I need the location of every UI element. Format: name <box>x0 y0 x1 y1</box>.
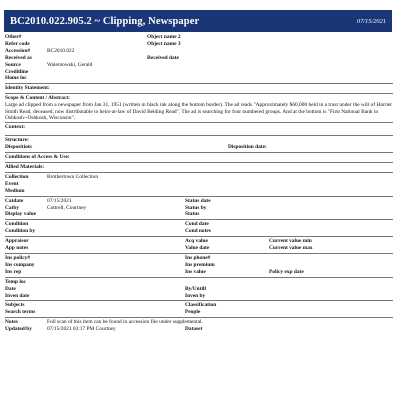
display-value-label: Display value <box>5 211 37 218</box>
identity-statement-label: Identity Statement: <box>5 85 50 92</box>
divider <box>5 300 393 301</box>
object-name-3-label: Object name 3 <box>147 40 181 47</box>
object-name-2-label: Object name 2 <box>147 34 181 40</box>
catdate-value: 07/15/2021 <box>47 197 72 204</box>
ins-rep-label: Ins rep <box>5 268 22 275</box>
creditline-label: Creditline <box>5 68 29 75</box>
current-value-min-label: Current value min <box>269 238 312 245</box>
other-label: Other# <box>5 34 22 40</box>
conditions-access-label: Conditions of Access & Use: <box>5 154 70 161</box>
status-by-label: Status by <box>185 204 207 211</box>
top-row-4 <box>5 55 393 62</box>
by-untill-label: By/Untill <box>185 285 206 292</box>
received-date-label: Received date <box>147 54 179 61</box>
home-loc-label: Home loc <box>5 75 27 82</box>
appraisor-label: Appraisor <box>5 238 29 245</box>
top-row-5 <box>5 62 393 69</box>
context-label: Context: <box>5 124 26 131</box>
record-date: 07/15/2021 <box>356 17 386 25</box>
structure-label: Structure: <box>5 137 29 144</box>
condition-by-label: Condition by <box>5 228 36 235</box>
divider <box>5 93 393 94</box>
catby-label: Catby <box>5 204 20 211</box>
divider <box>5 277 393 278</box>
temp-loc-label: Temp loc <box>5 278 26 285</box>
top-row-2 <box>5 41 393 48</box>
source-label: Source <box>5 61 21 68</box>
divider <box>5 162 393 163</box>
ins-phone-label: Ins phone# <box>185 254 211 261</box>
top-row-6 <box>5 69 393 76</box>
record-title: BC2010.022.905.2 ~ Clipping, Newspaper <box>10 15 200 27</box>
top-row-3 <box>5 48 393 55</box>
catdate-label: Catdate <box>5 197 24 204</box>
status-label: Status <box>185 211 200 218</box>
medium-label: Medium <box>5 187 25 194</box>
divider <box>5 196 393 197</box>
scope-content-text: Large ad clipped from a newspaper from Jan 31, 1951 (written in black ink along the bottom border). The ad reads "Approximately $60,000 held in a trust under the will of Harriet Smith Read, deceased, now distributable to heirs-at-law of David Belding Read". The ad is searching for four numbered groups. And at the bottom is "First National Bank in Oshkosh--Oshkosh, Wisconsin". <box>5 102 392 121</box>
collection-label: Collection <box>5 173 29 180</box>
divider <box>5 83 393 84</box>
received-as-label: Received as <box>5 54 32 61</box>
scope-content-label: Scope & Content / Abstract: <box>5 95 70 102</box>
acq-value-label: Acq value <box>185 238 208 245</box>
updated-by-label: Updated/by <box>5 326 32 333</box>
accession-label: Accession# <box>5 47 31 54</box>
divider <box>5 135 393 136</box>
cond-date-label: Cond date <box>185 221 209 228</box>
app-notes-label: App notes <box>5 245 29 252</box>
event-label: Event <box>5 180 19 187</box>
date-label: Date <box>5 285 16 292</box>
divider <box>5 219 393 220</box>
search-terms-label: Search terms <box>5 309 36 316</box>
dataset-label: Dataset <box>185 326 203 333</box>
top-row-7 <box>5 75 393 82</box>
inven-date-label: Inven date <box>5 292 30 299</box>
accession-value: BC2010.022 <box>47 47 75 54</box>
status-date-label: Status date <box>185 197 211 204</box>
record-content <box>5 34 393 333</box>
updated-by-value: 07/15/2021 03:17 PM Courtney <box>47 326 116 333</box>
source-value: Walentowski, Gerald <box>47 61 93 68</box>
divider <box>5 152 393 153</box>
ins-premium-label: Ins premium <box>185 261 215 268</box>
people-label: People <box>185 309 201 316</box>
ins-value-label: Ins value <box>185 268 206 275</box>
current-value-max-label: Current value max <box>269 245 313 252</box>
divider <box>5 122 393 123</box>
notes-label: Notes <box>5 319 18 326</box>
ins-company-label: Ins company <box>5 261 35 268</box>
collection-value: Brothertown Collection <box>47 173 99 180</box>
ins-policy-label: Ins policy# <box>5 254 31 261</box>
condition-label: Condition <box>5 221 29 228</box>
disposition-label: Disposition: <box>5 144 33 151</box>
record-header <box>4 10 392 32</box>
subjects-label: Subjects <box>5 302 25 309</box>
cond-notes-label: Cond notes <box>185 228 211 235</box>
classification-label: Classification <box>185 302 217 309</box>
catby-value: Cottrell, Courtney <box>47 204 87 211</box>
notes-value: Full scan of this item can be found in accession file under supplemental. <box>47 319 203 326</box>
top-row-1 <box>5 34 393 41</box>
disposition-date-label: Disposition date: <box>228 144 267 151</box>
policy-exp-date-label: Policy exp date <box>269 268 304 275</box>
inven-by-label: Inven by <box>185 292 206 299</box>
refer-code-label: Refer code <box>5 40 30 47</box>
value-date-label: Value date <box>185 245 210 252</box>
divider <box>5 172 393 173</box>
divider <box>5 253 393 254</box>
allied-materials-label: Allied Materials: <box>5 164 45 170</box>
divider <box>5 236 393 237</box>
